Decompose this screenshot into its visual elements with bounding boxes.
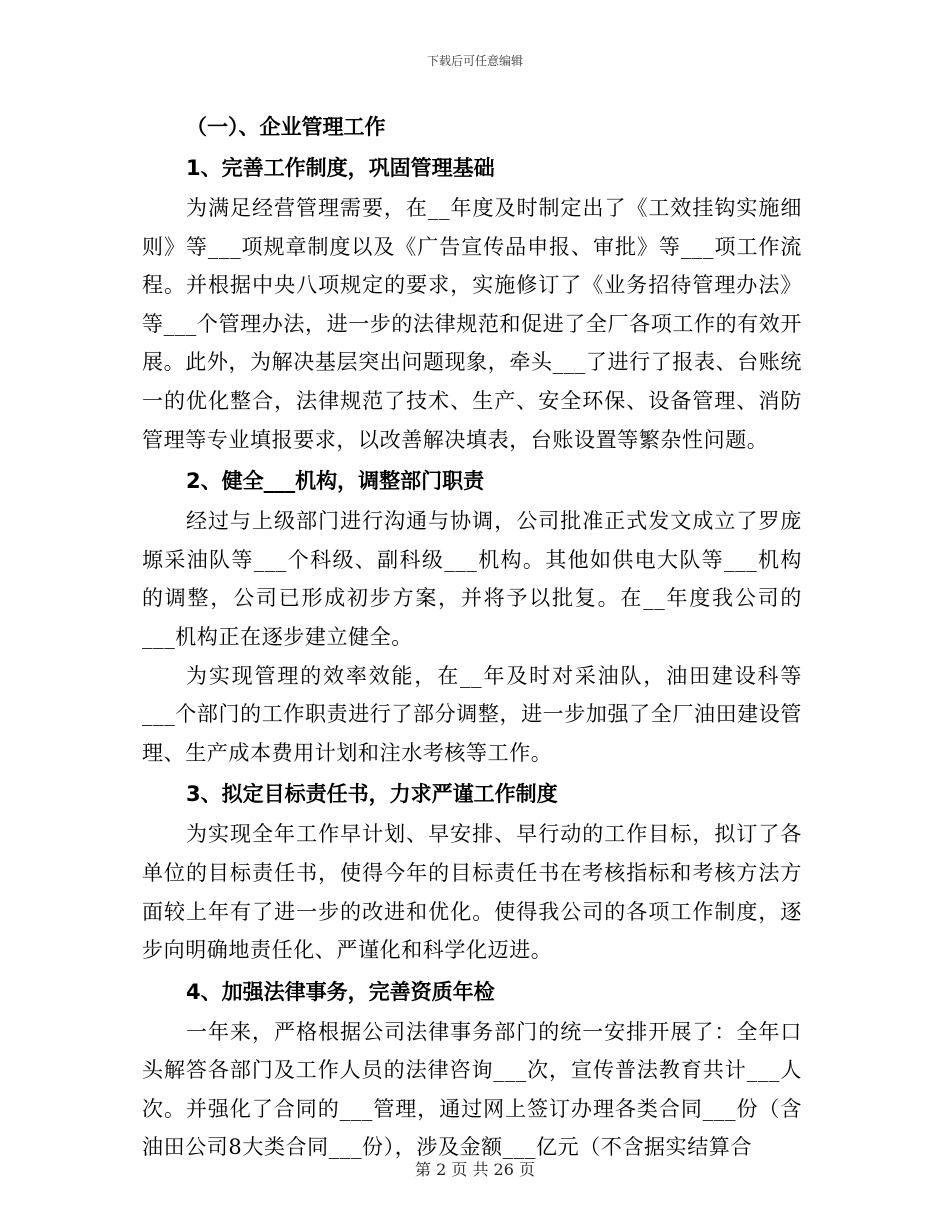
heading-1: 1、完善工作制度，巩固管理基础 (186, 156, 495, 180)
block-1-body (142, 189, 802, 459)
block-2-body (142, 502, 802, 772)
paragraph: 为满足经营管理需要，在__年度及时制定出了《工效挂钩实施细则》等___项规章制度以及《广告宣传品申报、审批》等___项工作流程。并根据中央八项规定的要求，实施修订了《业务招待管理办法》等___个管理办法，进一步的法律规范和促进了全厂各项工作的有效开展。此外，为解决基层突出问题现象，牵头___了进行了报表、台账统一的优化整合，法律规范了技术、生产、安全环保、设备管理、消防管理等专业填报要求，以改善解决填表，台账设置等繁杂性问题。 (142, 196, 802, 452)
heading-3: 3、拟定目标责任书，力求严谨工作制度 (186, 782, 558, 807)
page-footer: 第 2 页 共 26 页 (415, 1160, 535, 1179)
page-header: 下载后可任意编辑 (426, 54, 523, 68)
heading-2: 2、健全___机构，调整部门职责 (186, 469, 485, 494)
heading-4: 4、加强法律事务，完善资质年检 (186, 979, 495, 1004)
paragraph: 经过与上级部门进行沟通与协调，公司批准正式发文成立了罗庞塬采油队等___个科级、副科级___机构。其他如供电大队等___机构的调整，公司已形成初步方案，并将予以批复。在__年度我公司的___机构正在逐步建立健全。 (142, 509, 802, 649)
paragraph: 为实现全年工作早计划、早安排、早行动的工作目标，拟订了各单位的目标责任书，使得今年的目标责任书在考核指标和考核方法方面较上年有了进一步的改进和优化。使得我公司的各项工作制度，逐步向明确地责任化、严谨化和科学化迈进。 (142, 822, 802, 963)
paragraph: 为实现管理的效率效能，在__年及时对采油队，油田建设科等___个部门的工作职责进行了部分调整，进一步加强了全厂油田建设管理、生产成本费用计划和注水考核等工作。 (142, 663, 802, 765)
section-title: （一）、企业管理工作 (186, 115, 386, 139)
block-4-body (142, 1013, 802, 1167)
block-3-body (142, 815, 802, 969)
paragraph: 一年来，严格根据公司法律事务部门的统一安排开展了：全年口头解答各部门及工作人员的法律咨询___次，宣传普法教育共计___人次。并强化了合同的___管理，通过网上签订办理各类合同___份（含油田公司8大类合同___份），涉及金额___亿元（不含据实结算合 (142, 1019, 802, 1160)
document-body (142, 107, 802, 1169)
